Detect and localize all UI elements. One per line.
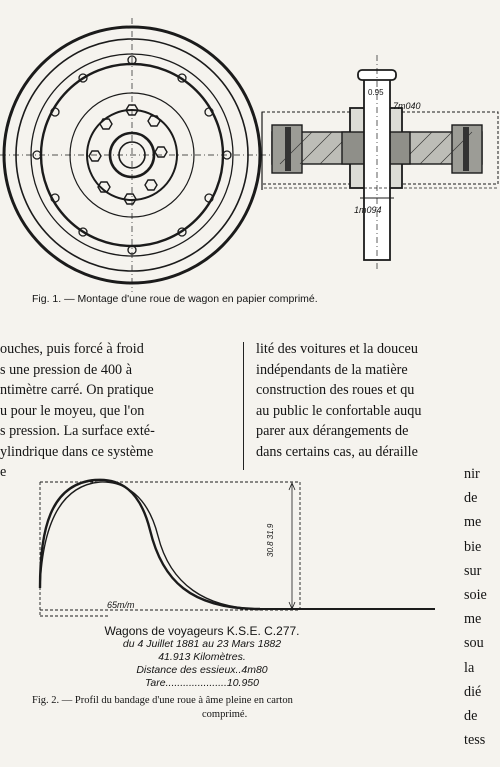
right-column-text <box>256 339 500 462</box>
legend-line-2: du 4 Juillet 1881 au 23 Mars 1882 <box>122 638 282 650</box>
left-line-3: ntimètre carré. On pratique <box>0 382 154 398</box>
left-column-text <box>0 339 232 483</box>
legend-line-1: Wagons de voyageurs K.S.E. C.277. <box>104 624 300 638</box>
column-rule <box>243 342 244 470</box>
legend-line-4: Distance des essieux..4m80 <box>136 664 268 676</box>
fragment-12: tess <box>464 732 486 749</box>
fragment-4: bie <box>464 538 482 555</box>
legend-line-3: 41.913 Kilomètres. <box>158 651 246 663</box>
fig1-dim-flange: 1m094 <box>354 205 382 215</box>
left-line-7: e <box>0 464 7 480</box>
fragment-7: me <box>464 611 482 628</box>
fragment-2: de <box>464 490 478 507</box>
right-line-3: construction des roues et qu <box>256 382 415 398</box>
legend-line-5: Tare.....................10.950 <box>144 677 259 689</box>
fragment-1: nir <box>464 466 480 482</box>
wheel-front-view <box>0 18 270 292</box>
fig1-caption: Fig. 1. — Montage d'une roue de wagon en papier comprimé. <box>32 293 318 305</box>
fragment-10: dié <box>464 683 482 700</box>
fragment-9: la <box>464 659 475 676</box>
left-line-4: u pour le moyeu, que l'on <box>0 402 145 419</box>
fig1-dim-hub: 7m040 <box>393 101 421 111</box>
fragment-11: de <box>464 707 478 724</box>
left-line-2: s une pression de 400 à <box>0 361 132 378</box>
right-line-6: dans certains cas, au déraille <box>256 443 418 460</box>
right-line-1: lité des voitures et la douceu <box>256 341 418 357</box>
left-line-5: s pression. La surface exté- <box>0 423 155 439</box>
right-line-2: indépendants de la matière <box>256 361 408 378</box>
fig1-drawing <box>0 0 500 292</box>
left-line-1: ouches, puis forcé à froid <box>0 341 144 357</box>
fig2-dim-length: 65m/m <box>107 600 135 610</box>
left-line-6: ylindrique dans ce système <box>0 443 154 460</box>
right-line-5: parer aux dérangements de <box>256 423 409 439</box>
fragment-5: sur <box>464 562 482 579</box>
right-line-4: au public le confortable auqu <box>256 402 422 419</box>
fragment-6: soie <box>464 586 487 603</box>
fragment-8: sou <box>464 635 484 652</box>
fig2-dim-heights: 30.8 31.9 <box>266 523 275 557</box>
fig2-legend <box>92 625 312 690</box>
fig2-caption-line-2: comprimé. <box>202 709 248 720</box>
fragment-3: me <box>464 514 482 531</box>
fig1-dim-bore: 0.95 <box>368 88 384 97</box>
fig2-caption-line-1: Fig. 2. — Profil du bandage d'une roue à âme pleine en carton <box>32 695 293 706</box>
fig2-drawing <box>0 470 460 620</box>
right-fragments <box>464 462 500 752</box>
